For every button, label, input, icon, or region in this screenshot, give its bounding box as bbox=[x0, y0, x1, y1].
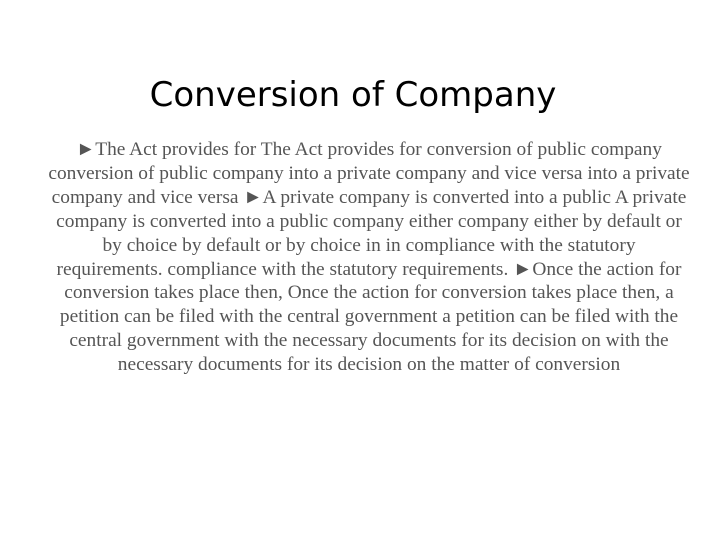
slide-body-text: ►The Act provides for The Act provides for conversion of public company conversion of public company into a private company and vice versa into a private company and vice versa ►A private company is converted into a public A private company is converted into a public company either company either by default or by choice by default or by choice in in compliance with the statutory requirements. compliance with the statutory requirements. ►Once the action for conversion takes place then, Once the action for conversion takes place then, a petition can be filed with the central government a petition can be filed with the central government with the necessary documents for its decision on with the necessary documents for its decision on the matter of conversion bbox=[48, 139, 690, 376]
slide-title: Conversion of Company bbox=[149, 75, 557, 115]
